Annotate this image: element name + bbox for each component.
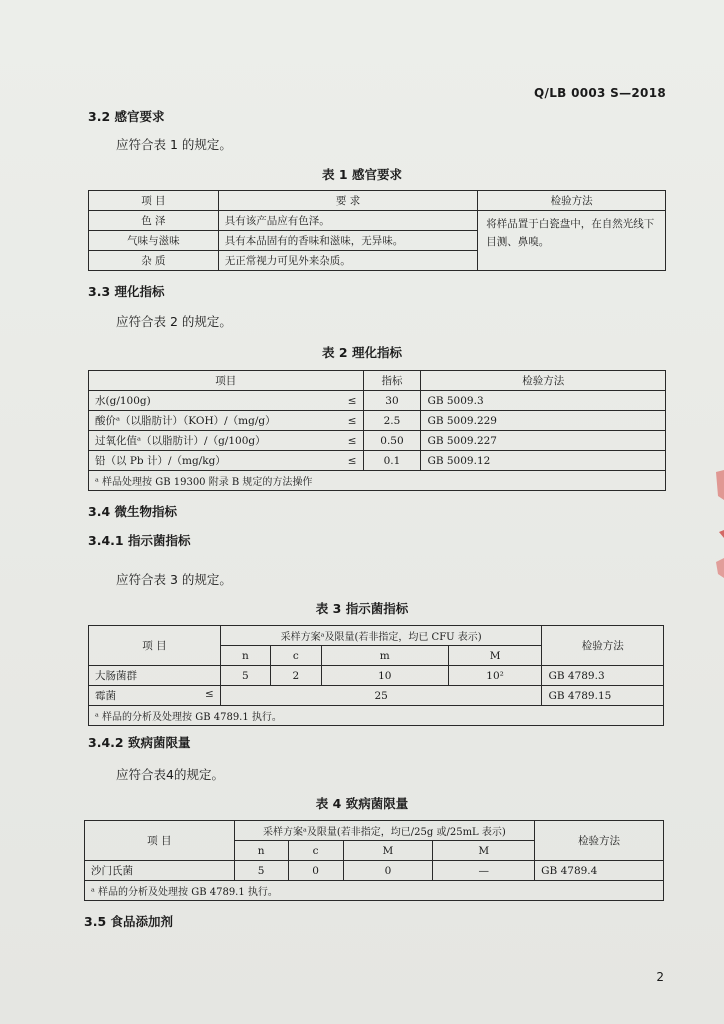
table-footnote: ᵃ 样品的分析及处理按 GB 4789.1 执行。	[85, 881, 664, 901]
table-cell: 酸价ᵃ（以脂肪计）（KOH）/（mg/g）	[89, 411, 299, 431]
table-row	[85, 821, 664, 841]
table-row	[85, 861, 664, 881]
table-header-cell: 项 目	[85, 821, 235, 861]
table-cell: GB 5009.12	[421, 451, 666, 471]
page-number: 2	[656, 970, 664, 984]
table-header-cell: c	[270, 646, 321, 666]
table-header-cell: 项 目	[89, 191, 219, 211]
red-stamp-fragment	[710, 470, 724, 580]
section-3-4-2-heading: 3.4.2 致病菌限量	[88, 735, 191, 750]
table-header-cell: 采样方案ᵃ及限量(若非指定，均已/25g 或/25mL 表示)	[234, 821, 534, 841]
section-3-4-1-text: 应符合表 3 的规定。	[116, 572, 232, 587]
table-cell: GB 5009.229	[421, 411, 666, 431]
table-header-cell: c	[288, 841, 343, 861]
table-header-cell: m	[321, 646, 448, 666]
table-cell: 大肠菌群	[89, 666, 221, 686]
table-cell: 0.1	[363, 451, 421, 471]
table-cell: 无正常视力可见外来杂质。	[218, 251, 478, 271]
table-cell: 色 泽	[89, 211, 219, 231]
table-header-cell: 检验方法	[478, 191, 666, 211]
table-row	[89, 411, 666, 431]
table-cell: 铅（以 Pb 计）/（mg/kg）	[89, 451, 299, 471]
table-cell: GB 5009.3	[421, 391, 666, 411]
table-cell: GB 4789.4	[535, 861, 664, 881]
row-label: 霉菌	[95, 690, 116, 702]
table-header-cell: 要 求	[218, 191, 478, 211]
table-cell: GB 4789.15	[542, 686, 664, 706]
section-3-4-1-heading: 3.4.1 指示菌指标	[88, 533, 191, 548]
table-cell: 杂 质	[89, 251, 219, 271]
table-header-cell: 检验方法	[542, 626, 664, 666]
standard-code-header: Q/LB 0003 S—2018	[534, 86, 666, 100]
section-3-4-2-text: 应符合表4的规定。	[116, 767, 224, 782]
table-cell: 0	[288, 861, 343, 881]
table-footnote: ᵃ 样品的分析及处理按 GB 4789.1 执行。	[89, 706, 664, 726]
table-header-cell: 采样方案ᵃ及限量(若非指定，均已 CFU 表示)	[220, 626, 542, 646]
table-cell: 25	[220, 686, 542, 706]
table-cell	[89, 686, 221, 706]
table-row	[89, 686, 664, 706]
table-row	[89, 451, 666, 471]
table-cell: 气味与滋味	[89, 231, 219, 251]
table-header-cell: n	[234, 841, 288, 861]
table-cell: 沙门氏菌	[85, 861, 235, 881]
table-2-physicochemical	[88, 370, 666, 491]
table-header-cell: 项目	[89, 371, 364, 391]
table-2-caption: 表 2 理化指标	[322, 345, 402, 360]
leq-symbol: ≤	[205, 688, 214, 700]
table-cell: 2.5	[363, 411, 421, 431]
table-3-caption: 表 3 指示菌指标	[315, 601, 409, 616]
table-footnote: ᵃ 样品处理按 GB 19300 附录 B 规定的方法操作	[89, 471, 666, 491]
table-cell: 2	[270, 666, 321, 686]
table-cell: 具有该产品应有色泽。	[218, 211, 478, 231]
table-cell: ≤	[298, 431, 363, 451]
table-cell: 10²	[448, 666, 542, 686]
table-4-caption: 表 4 致病菌限量	[315, 796, 409, 811]
section-3-4-heading: 3.4 微生物指标	[88, 504, 177, 519]
table-header-cell: 检验方法	[535, 821, 664, 861]
table-row	[89, 371, 666, 391]
table-row	[89, 666, 664, 686]
table-cell: 过氧化值ᵃ（以脂肪计）/（g/100g）	[89, 431, 299, 451]
table-row	[85, 881, 664, 901]
table-row	[89, 431, 666, 451]
table-row	[89, 471, 666, 491]
table-header-cell: M	[343, 841, 433, 861]
table-cell: ≤	[298, 451, 363, 471]
table-cell: 5	[220, 666, 270, 686]
table-header-cell: 项 目	[89, 626, 221, 666]
table-1-caption: 表 1 感官要求	[322, 167, 402, 182]
table-cell: 0	[343, 861, 433, 881]
table-cell: ≤	[298, 411, 363, 431]
table-cell: 将样品置于白瓷盘中，在自然光线下目测、鼻嗅。	[478, 211, 666, 271]
table-cell: 0.50	[363, 431, 421, 451]
table-cell: ≤	[298, 391, 363, 411]
table-cell: 5	[234, 861, 288, 881]
table-1-sensory	[88, 190, 666, 271]
table-cell: GB 5009.227	[421, 431, 666, 451]
table-row	[89, 706, 664, 726]
table-row	[89, 191, 666, 211]
table-cell: 水(g/100g)	[89, 391, 299, 411]
table-header-cell: 检验方法	[421, 371, 666, 391]
table-4-pathogens	[84, 820, 664, 901]
table-row	[89, 391, 666, 411]
table-3-indicator-bacteria	[88, 625, 664, 726]
section-3-2-heading: 3.2 感官要求	[88, 109, 165, 124]
section-3-5-heading: 3.5 食品添加剂	[84, 914, 173, 929]
table-cell: 30	[363, 391, 421, 411]
table-header-cell: 指标	[363, 371, 421, 391]
section-3-2-text: 应符合表 1 的规定。	[116, 137, 232, 152]
table-cell: 具有本品固有的香味和滋味，无异味。	[218, 231, 478, 251]
table-header-cell: n	[220, 646, 270, 666]
table-cell: 10	[321, 666, 448, 686]
section-3-3-text: 应符合表 2 的规定。	[116, 314, 232, 329]
table-cell: —	[433, 861, 535, 881]
table-header-cell: M	[433, 841, 535, 861]
table-header-cell: M	[448, 646, 542, 666]
table-cell: GB 4789.3	[542, 666, 664, 686]
table-row	[89, 211, 666, 231]
table-row	[89, 626, 664, 646]
section-3-3-heading: 3.3 理化指标	[88, 284, 165, 299]
